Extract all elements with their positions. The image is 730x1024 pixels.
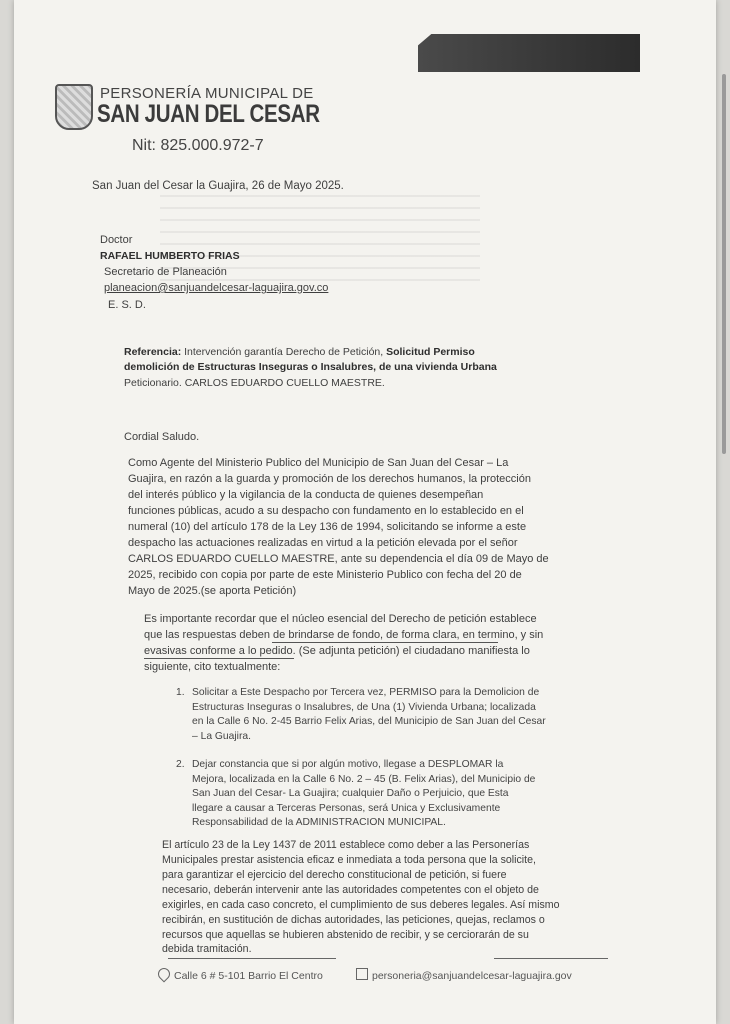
recipient-email[interactable]: planeacion@sanjuandelcesar-laguajira.gov.co — [104, 282, 329, 294]
nit-number: Nit: 825.000.972-7 — [132, 137, 264, 154]
reference-text: Intervención garantía Derecho de Petición, — [184, 346, 384, 358]
paragraph-line: exigirles, en cada caso concreto, el cumplimiento de sus deberes legales. Así mismo — [162, 899, 560, 911]
footer-divider — [494, 958, 608, 959]
paragraph-line: siguiente, cito textualmente: — [144, 661, 281, 673]
reference-label: Referencia: — [124, 346, 182, 358]
list-item — [176, 758, 576, 831]
footer-address-text: Calle 6 # 5-101 Barrio El Centro — [174, 970, 323, 982]
footer-email-text[interactable]: personeria@sanjuandelcesar-laguajira.gov — [372, 970, 572, 982]
reference-line3: Peticionario. CARLOS EDUARDO CUELLO MAESTRE. — [124, 377, 385, 389]
paragraph-line: Mayo de 2025.(se aporta Petición) — [128, 585, 297, 597]
paragraph-line: necesario, deberán intervenir ante las autoridades competentes con el objeto de — [162, 884, 539, 896]
paragraph-line: numeral (10) del artículo 178 de la Ley 136 de 1994, solicitando se informe a este — [128, 521, 527, 533]
list-item-number: 1. — [176, 687, 185, 698]
envelope-icon — [356, 968, 368, 980]
paragraph-line: para garantizar el ejercicio del derecho constitucional de petición, si fuere — [162, 869, 507, 881]
org-name-line2: SAN JUAN DEL CESAR — [97, 100, 320, 128]
list-item-line: Mejora, localizada en la Calle 6 No. 2 – 45 (B. Felix Arias), del Municipio de — [192, 773, 536, 785]
list-item-line: Dejar constancia que si por algún motivo, llegase a DESPLOMAR la — [192, 759, 504, 770]
recipient-salutation: Doctor — [100, 234, 133, 246]
list-item-line: Solicitar a Este Despacho por Tercera vez, PERMISO para la Demolicion de — [192, 687, 540, 698]
recipient-position: Secretario de Planeación — [104, 266, 227, 278]
paragraph-line: recursos que aquellas se hubieren abstenido de recibir, y se cerciorarán de su — [162, 929, 529, 941]
footer-email — [356, 968, 572, 982]
paragraph-line: del interés público y la vigilancia de la conducta de quienes desempeñan — [128, 489, 484, 501]
footer-divider — [168, 958, 336, 959]
paragraph-line: funciones públicas, acudo a su despacho con fundamento en lo establecido en el — [128, 505, 524, 517]
reference-text-bold: Solicitud Permiso — [386, 346, 475, 358]
list-item-line: San Juan del Cesar- La Guajira; cualquier Daño o Perjuicio, que Esta — [192, 788, 509, 800]
paragraph-line: Es importante recordar que el núcleo esencial del Derecho de petición establece — [144, 613, 537, 625]
paragraph-line: que las respuestas deben de brindarse de fondo, de forma clara, en termino, y sin — [144, 629, 544, 641]
paragraph-line: recibirán, en sustitución de dichas autoridades, las peticiones, quejas, reclamos o — [162, 914, 545, 926]
paragraph-line: CARLOS EDUARDO CUELLO MAESTRE, ante su dependencia el día 09 de Mayo de — [128, 553, 549, 565]
header-decorative-stripe — [418, 34, 640, 72]
list-item-number: 2. — [176, 759, 185, 770]
location-pin-icon — [156, 966, 173, 983]
paragraph-line: debida tramitación. — [162, 943, 252, 955]
scrollbar[interactable] — [722, 74, 726, 454]
paragraph-line: 2025, recibido con copia por parte de este Ministerio Publico con fecha del 20 de — [128, 569, 522, 581]
list-item-line: llegare a causar a Terceras Personas, será Unica y Exclusivamente — [192, 802, 501, 814]
paragraph-line: Como Agente del Ministerio Publico del Municipio de San Juan del Cesar – La — [128, 457, 509, 469]
paragraph-line: El artículo 23 de la Ley 1437 de 2011 establece como deber a las Personerías — [162, 839, 530, 851]
list-item — [176, 686, 576, 744]
coat-of-arms-icon — [55, 84, 93, 130]
list-item-line: Responsabilidad de la ADMINISTRACION MUNICIPAL. — [192, 817, 446, 829]
list-item-line: – La Guajira. — [192, 730, 251, 742]
handwritten-underline — [144, 658, 294, 659]
paragraph-line: evasivas conforme a lo pedido. (Se adjunta petición) el ciudadano manifiesta lo — [144, 645, 530, 657]
paragraph-line: Municipales prestar asistencia eficaz e inmediata a toda persona que la solicite, — [162, 854, 536, 866]
recipient-esd: E. S. D. — [108, 299, 146, 311]
paragraph-line: Guajira, en razón a la guarda y promoción de los derechos humanos, la protección — [128, 473, 531, 485]
reference-line2: demolición de Estructuras Inseguras o Insalubres, de una vivienda Urbana — [124, 361, 497, 373]
place-date: San Juan del Cesar la Guajira, 26 de Mayo 2025. — [92, 180, 344, 192]
list-item-line: en la Calle 6 No. 2-45 Barrio Felix Arias, del Municipio de San Juan del Cesar — [192, 716, 546, 728]
footer-address — [158, 968, 323, 982]
org-name-line1: PERSONERÍA MUNICIPAL DE — [100, 85, 314, 102]
reference-line1 — [124, 345, 475, 360]
recipient-name: RAFAEL HUMBERTO FRIAS — [100, 250, 240, 262]
list-item-line: Estructuras Inseguras o Insalubres, de Una (1) Vivienda Urbana; localizada — [192, 701, 536, 713]
paragraph-line: despacho las actuaciones realizadas en virtud a la petición elevada por el señor — [128, 537, 518, 549]
handwritten-underline — [272, 642, 498, 643]
greeting: Cordial Saludo. — [124, 431, 200, 443]
